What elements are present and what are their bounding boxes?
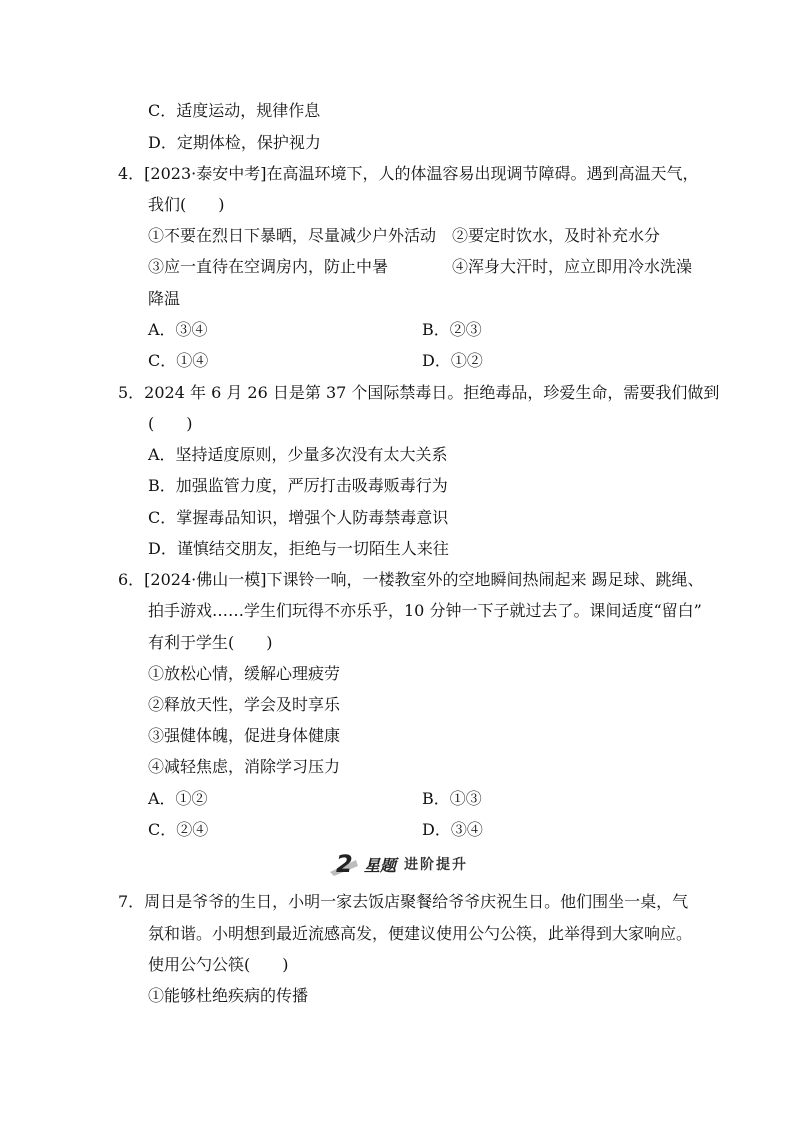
banner-title: 星题 bbox=[364, 855, 397, 875]
q7-stem-line2: 氛和谐。小明想到最近流感高发，便建议使用公勺公筷，此举得到大家响应。 bbox=[148, 924, 693, 943]
section-banner bbox=[326, 849, 496, 879]
q5-option-a: A．坚持适度原则，少量多次没有太大关系 bbox=[148, 445, 448, 464]
q4-item-4: ④浑身大汗时，应立即用冷水洗澡 bbox=[452, 257, 693, 276]
q6-option-a: A．①② bbox=[148, 789, 208, 808]
q5-option-b: B．加强监管力度，严厉打击吸毒贩毒行为 bbox=[148, 476, 448, 495]
q5-stem-line2: ( ) bbox=[148, 414, 193, 433]
q6-item-2: ②释放天性，学会及时享乐 bbox=[148, 695, 341, 714]
q6-stem-line2: 拍手游戏……学生们玩得不亦乐乎，10 分钟一下子就过去了。课间适度“留白” bbox=[148, 601, 702, 620]
q6-option-d: D．③④ bbox=[422, 820, 483, 839]
q6-stem-line1: 6．[2024·佛山一模]下课铃一响，一楼教室外的空地瞬间热闹起来 踢足球、跳绳、 bbox=[118, 570, 704, 589]
q7-item-1: ①能够杜绝疾病的传播 bbox=[148, 986, 309, 1005]
q3-option-c: C．适度运动，规律作息 bbox=[148, 101, 321, 120]
q4-stem-line1: 4．[2023·泰安中考]在高温环境下，人的体温容易出现调节障碍。遇到高温天气， bbox=[118, 164, 699, 183]
banner-number: 2 bbox=[336, 850, 353, 878]
q5-option-c: C．掌握毒品知识，增强个人防毒禁毒意识 bbox=[148, 508, 449, 527]
q6-item-3: ③强健体魄，促进身体健康 bbox=[148, 726, 341, 745]
q7-stem-line3: 使用公勺公筷( ) bbox=[148, 955, 289, 974]
q4-stem-line2: 我们( ) bbox=[148, 195, 225, 214]
q4-item-2: ②要定时饮水，及时补充水分 bbox=[452, 226, 661, 245]
q4-option-b: B．②③ bbox=[422, 320, 482, 339]
q3-option-d: D．定期体检，保护视力 bbox=[148, 133, 321, 152]
q6-option-c: C．②④ bbox=[148, 820, 209, 839]
q5-option-d: D．谨慎结交朋友，拒绝与一切陌生人来往 bbox=[148, 539, 449, 558]
q7-stem-line1: 7．周日是爷爷的生日，小明一家去饭店聚餐给爷爷庆祝生日。他们围坐一桌，气 bbox=[118, 892, 689, 911]
q6-item-4: ④减轻焦虑，消除学习压力 bbox=[148, 757, 341, 776]
q6-stem-line3: 有利于学生( ) bbox=[148, 633, 273, 652]
q4-option-a: A．③④ bbox=[148, 320, 208, 339]
q4-option-d: D．①② bbox=[422, 351, 483, 370]
q6-item-1: ①放松心情，缓解心理疲劳 bbox=[148, 664, 341, 683]
q5-stem-line1: 5．2024 年 6 月 26 日是第 37 个国际禁毒日。拒绝毒品，珍爱生命，需要我们做到 bbox=[118, 383, 720, 402]
q6-option-b: B．①③ bbox=[422, 789, 482, 808]
q4-item-1: ①不要在烈日下暴晒，尽量减少户外活动 bbox=[148, 226, 437, 245]
banner-subtitle: 进阶提升 bbox=[404, 857, 469, 873]
star-level-2-icon bbox=[326, 850, 362, 878]
q4-item-3: ③应一直待在空调房内，防止中暑 bbox=[148, 257, 389, 276]
q4-option-c: C．①④ bbox=[148, 351, 209, 370]
q4-item-4-continued: 降温 bbox=[148, 289, 181, 308]
